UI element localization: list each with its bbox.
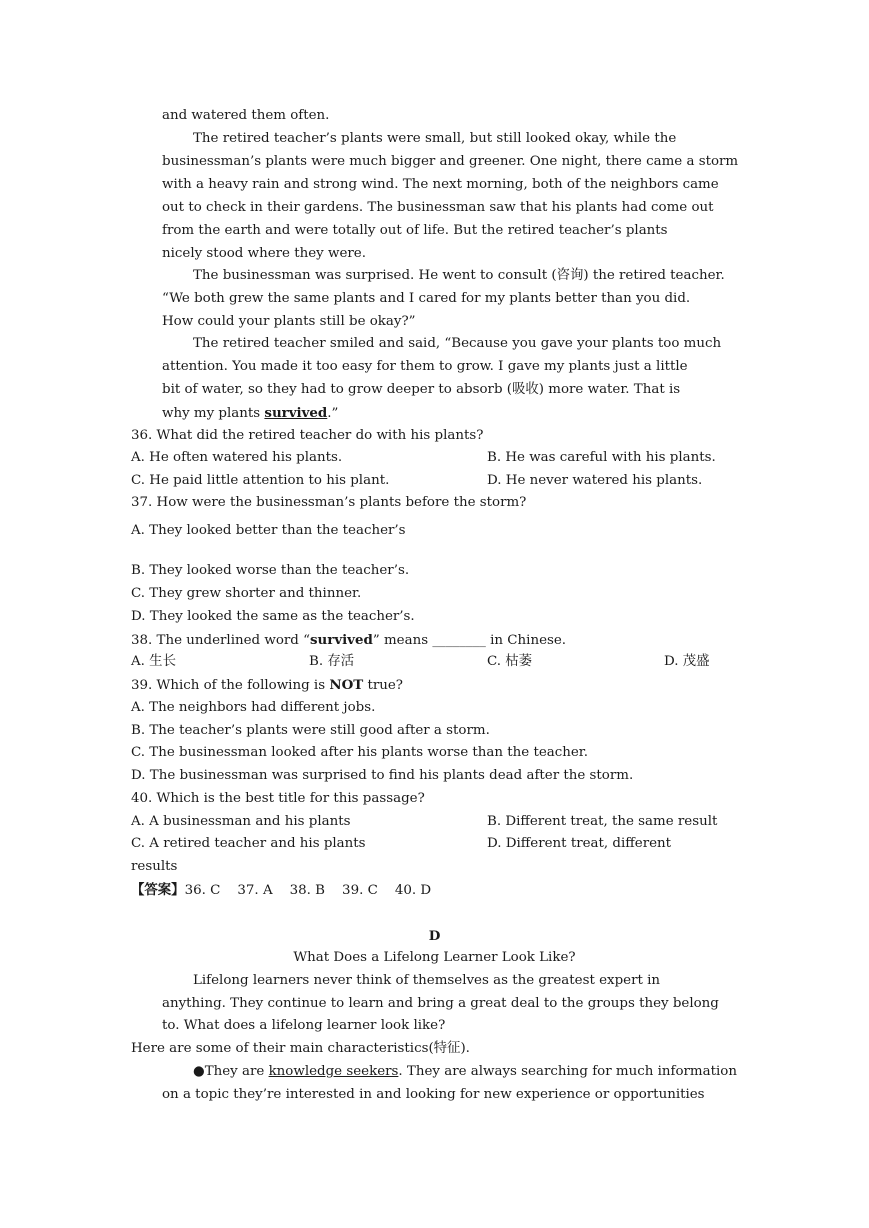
question-stem: 40. Which is the best title for this passage? — [131, 791, 425, 806]
question-stem — [131, 676, 403, 695]
underlined-phrase: knowledge seekers — [268, 1064, 399, 1079]
answer-label: 【答案】 — [131, 882, 185, 898]
answer-text: 36. C 37. A 38. B 39. C 40. D — [184, 883, 432, 898]
passage-line: Lifelong learners never think of themselves as the greatest expert in — [193, 973, 661, 988]
stem-text: true? — [363, 678, 403, 693]
story-line: nicely stood where they were. — [162, 246, 366, 261]
passage-line: anything. They continue to learn and bring a great deal to the groups they belong — [162, 996, 719, 1011]
option: C. 枯萎 — [487, 654, 533, 669]
story-line: “We both grew the same plants and I cared for my plants better than you did. — [162, 291, 691, 306]
option: D. They looked the same as the teacher’s. — [131, 609, 415, 624]
stem-bold-word: NOT — [329, 677, 364, 693]
stem-text: ” means ________ in Chinese. — [372, 633, 567, 648]
section-letter: D — [428, 928, 441, 944]
story-line: The retired teacher’s plants were small, but still looked okay, while the — [193, 131, 677, 146]
bullet-text: . They are always searching for much information — [398, 1064, 737, 1079]
question-stem: 36. What did the retired teacher do with his plants? — [131, 428, 484, 443]
option: C. They grew shorter and thinner. — [131, 586, 362, 601]
bullet-text: They are — [204, 1064, 269, 1079]
option: A. A businessman and his plants — [131, 814, 351, 829]
question-stem: 37. How were the businessman’s plants before the storm? — [131, 495, 527, 510]
underlined-word: survived — [264, 405, 328, 421]
option: B. He was careful with his plants. — [487, 450, 716, 465]
answer-key — [131, 881, 431, 900]
story-line: How could your plants still be okay?” — [162, 314, 416, 329]
story-line: businessman’s plants were much bigger and greener. One night, there came a storm — [162, 154, 739, 169]
option: D. 茂盛 — [664, 654, 710, 669]
story-line: with a heavy rain and strong wind. The next morning, both of the neighbors came — [162, 177, 719, 192]
option: C. The businessman looked after his plants worse than the teacher. — [131, 745, 588, 760]
story-text: why my plants — [162, 406, 265, 421]
story-line — [162, 404, 338, 423]
passage-line: Here are some of their main characteristics(特征). — [131, 1041, 470, 1056]
bullet-item — [193, 1063, 737, 1081]
bullet-item-continued: on a topic they’re interested in and looking for new experience or opportunities — [162, 1087, 705, 1102]
section-title: What Does a Lifelong Learner Look Like? — [293, 950, 576, 965]
option: B. Different treat, the same result — [487, 814, 718, 829]
story-line: and watered them often. — [162, 108, 330, 123]
option: A. He often watered his plants. — [131, 450, 343, 465]
stem-bold-word: survived — [309, 632, 373, 648]
question-stem — [131, 631, 566, 650]
option: A. The neighbors had different jobs. — [131, 700, 376, 715]
option: D. Different treat, different — [487, 836, 672, 851]
passage-line: to. What does a lifelong learner look like? — [162, 1018, 446, 1033]
option: D. The businessman was surprised to find his plants dead after the storm. — [131, 768, 634, 783]
bullet-icon: ● — [193, 1064, 205, 1079]
stem-text: 39. Which of the following is — [131, 678, 330, 693]
story-line: attention. You made it too easy for them to grow. I gave my plants just a little — [162, 359, 688, 374]
option: B. The teacher’s plants were still good after a storm. — [131, 723, 490, 738]
option: A. They looked better than the teacher’s — [131, 523, 406, 538]
story-line: from the earth and were totally out of life. But the retired teacher’s plants — [162, 223, 668, 238]
story-text: .” — [327, 406, 339, 421]
stem-text: 38. The underlined word “ — [131, 633, 310, 648]
option: D. He never watered his plants. — [487, 473, 703, 488]
story-line: The businessman was surprised. He went to consult (咨询) the retired teacher. — [193, 268, 725, 283]
option: A. 生长 — [131, 654, 176, 669]
option: B. 存活 — [309, 654, 355, 669]
option: C. A retired teacher and his plants — [131, 836, 366, 851]
option-wrap: results — [131, 859, 178, 874]
story-line: The retired teacher smiled and said, “Because you gave your plants too much — [193, 336, 722, 351]
story-line: out to check in their gardens. The businessman saw that his plants had come out — [162, 200, 714, 215]
option: C. He paid little attention to his plant. — [131, 473, 390, 488]
option: B. They looked worse than the teacher’s. — [131, 563, 410, 578]
story-line: bit of water, so they had to grow deeper to absorb (吸收) more water. That is — [162, 382, 681, 397]
